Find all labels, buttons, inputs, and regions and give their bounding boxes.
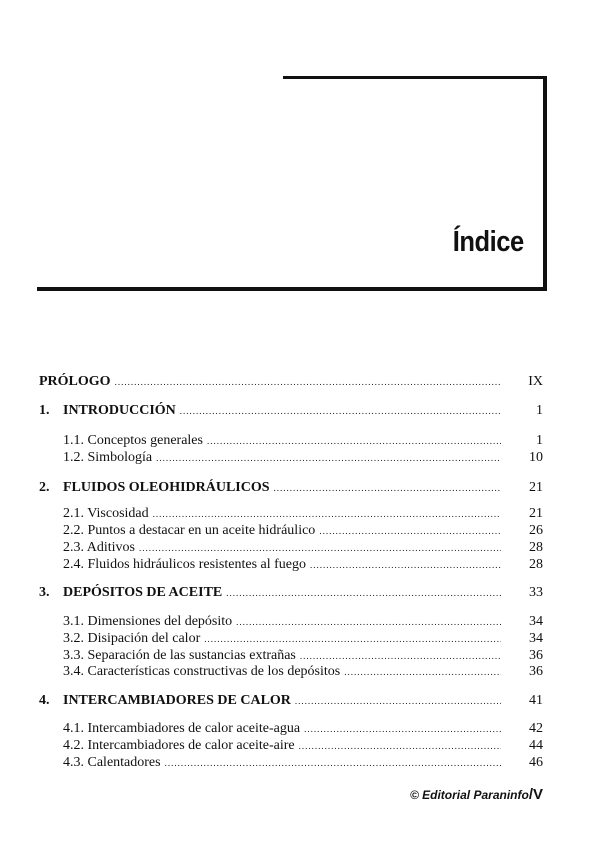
chapter-page: 41 — [529, 693, 543, 708]
chapter-page: 21 — [529, 480, 543, 495]
toc-leader-dots — [165, 755, 501, 772]
page-number-value: V — [532, 786, 543, 803]
toc-item-page: 21 — [529, 506, 543, 521]
toc-item-3-2[interactable] — [39, 630, 543, 647]
toc-item-4-1[interactable] — [39, 720, 543, 737]
toc-item-page: 44 — [529, 738, 543, 753]
toc-leader-dots — [295, 693, 501, 710]
toc-item-label: 2.4. Fluidos hidráulicos resistentes al fuego — [63, 557, 307, 572]
toc-item-page: 28 — [529, 540, 543, 555]
toc-item-label: 2.1. Viscosidad — [63, 506, 149, 521]
toc-item-label: 4.2. Intercambiadores de calor aceite-aire — [63, 738, 295, 753]
chapter-number: 3. — [39, 585, 50, 600]
toc-leader-dots — [319, 523, 501, 540]
toc-chapter-4[interactable] — [39, 692, 543, 709]
toc-item-label: 1.2. Simbología — [63, 450, 153, 465]
toc-item-3-4[interactable] — [39, 663, 543, 680]
toc-item-label: 2.2. Puntos a destacar en un aceite hidráulico — [63, 523, 316, 538]
toc-chapter-2[interactable] — [39, 479, 543, 496]
chapter-number: 2. — [39, 480, 50, 495]
publisher-credit: © Editorial Paraninfo — [409, 788, 529, 802]
title-frame-bottom — [37, 287, 547, 291]
toc-item-1-2[interactable] — [39, 449, 543, 466]
toc-leader-dots — [204, 631, 501, 648]
toc-item-page: 34 — [529, 631, 543, 646]
toc-leader-dots — [274, 480, 501, 497]
toc-chapter-1[interactable] — [39, 402, 543, 419]
chapter-title: FLUIDOS OLEOHIDRÁULICOS — [63, 480, 270, 495]
toc-item-label: 3.4. Características constructivas de los depósitos — [63, 664, 341, 679]
toc-item-2-3[interactable] — [39, 539, 543, 556]
toc-item-page: 36 — [529, 648, 543, 663]
toc-item-page: 28 — [529, 557, 543, 572]
page-title: Índice — [452, 226, 524, 258]
chapter-page: 1 — [536, 403, 543, 418]
toc-leader-dots — [304, 721, 501, 738]
toc-item-label: 4.1. Intercambiadores de calor aceite-agua — [63, 721, 301, 736]
toc-item-2-2[interactable] — [39, 522, 543, 539]
toc-item-2-4[interactable] — [39, 556, 543, 573]
toc-prologo-page: IX — [528, 374, 543, 389]
toc-item-page: 34 — [529, 614, 543, 629]
toc-leader-dots — [180, 403, 501, 420]
title-frame-right — [543, 76, 547, 291]
toc-item-page: 10 — [529, 450, 543, 465]
toc-leader-dots — [115, 374, 501, 391]
toc-leader-dots — [299, 738, 501, 755]
toc-item-1-1[interactable] — [39, 432, 543, 449]
toc-item-page: 42 — [529, 721, 543, 736]
toc-leader-dots — [310, 557, 501, 574]
toc-item-page: 26 — [529, 523, 543, 538]
page-number: /V — [528, 786, 543, 803]
chapter-title: DEPÓSITOS DE ACEITE — [63, 585, 223, 600]
toc-prologo[interactable] — [39, 373, 543, 390]
toc-item-label: 3.1. Dimensiones del depósito — [63, 614, 233, 629]
toc-leader-dots — [344, 664, 501, 681]
toc-item-4-3[interactable] — [39, 754, 543, 771]
chapter-number: 4. — [39, 693, 50, 708]
toc-item-4-2[interactable] — [39, 737, 543, 754]
toc-leader-dots — [153, 506, 501, 523]
toc-item-label: 2.3. Aditivos — [63, 540, 135, 555]
toc-item-page: 36 — [529, 664, 543, 679]
toc-prologo-label: PRÓLOGO — [39, 374, 111, 389]
toc-item-2-1[interactable] — [39, 505, 543, 522]
toc-item-label: 3.2. Disipación del calor — [63, 631, 201, 646]
toc-leader-dots — [207, 433, 501, 450]
chapter-number: 1. — [39, 403, 50, 418]
chapter-title: INTRODUCCIÓN — [63, 403, 176, 418]
page-footer — [410, 786, 543, 803]
chapter-title: INTERCAMBIADORES DE CALOR — [63, 693, 291, 708]
toc-leader-dots — [226, 585, 501, 602]
toc-item-page: 46 — [529, 755, 543, 770]
toc-item-3-3[interactable] — [39, 647, 543, 664]
toc-item-page: 1 — [536, 433, 543, 448]
toc-leader-dots — [236, 614, 501, 631]
toc-item-3-1[interactable] — [39, 613, 543, 630]
title-frame-top — [283, 76, 547, 79]
toc-item-label: 4.3. Calentadores — [63, 755, 161, 770]
toc-item-label: 1.1. Conceptos generales — [63, 433, 203, 448]
toc-leader-dots — [139, 540, 501, 557]
toc-chapter-3[interactable] — [39, 584, 543, 601]
toc-item-label: 3.3. Separación de las sustancias extrañas — [63, 648, 296, 663]
chapter-page: 33 — [529, 585, 543, 600]
toc-leader-dots — [156, 450, 501, 467]
